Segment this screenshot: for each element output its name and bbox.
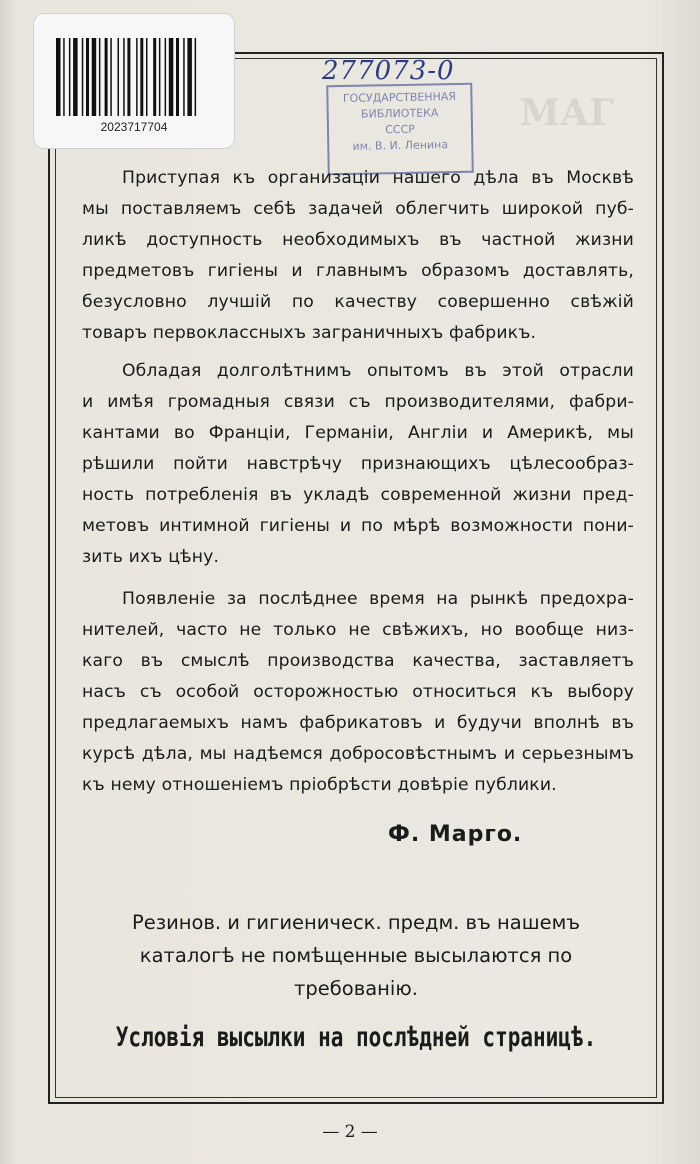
text-line: каталогѣ не помѣщенные высылаются по — [139, 944, 573, 967]
text-line: насъ съ особой осторожностью относиться къ выбору — [82, 682, 634, 702]
paragraph-intro — [82, 163, 634, 349]
barcode-number: 2023717704 — [100, 120, 168, 134]
text-line: Обладая долголѣтнимъ опытомъ въ этой отрасли — [122, 361, 634, 381]
paragraph-caution — [82, 584, 634, 801]
barcode-icon — [56, 38, 212, 116]
text-line: нителей, часто не только не свѣжихъ, но вообще низ- — [82, 620, 634, 640]
text-line: Появленіе за послѣднее время на рынкѣ предохра- — [122, 589, 634, 609]
text-line: мы поставляемъ себѣ задачей облегчить широкой пуб- — [82, 199, 634, 219]
text-line: каго въ смыслѣ производства качества, заставляетъ — [82, 651, 634, 671]
text-line: предметовъ гигіены и главнымъ образомъ доставлять, — [82, 261, 634, 281]
text-line: зить ихъ цѣну. — [82, 547, 220, 567]
text-line: къ нему отношеніемъ пріобрѣсти довѣріе публики. — [82, 775, 557, 795]
text-line: и имѣя громадныя связи съ производителями, фабри- — [82, 392, 634, 412]
stamp-line: ГОСУДАРСТВЕННАЯ — [342, 90, 457, 105]
handwritten-inventory-number: 277073-0 — [322, 56, 455, 86]
text-line: требованію. — [294, 977, 418, 1000]
text-line: товаръ первоклассныхъ заграничныхъ фабрикъ. — [82, 323, 537, 343]
text-line: ликѣ доступность необходимыхъ въ частной жизни — [82, 230, 634, 250]
text-line: предлагаемыхъ намъ фабрикатовъ и будучи вполнѣ въ — [82, 713, 634, 733]
shipping-conditions-heading: Условія высылки на послѣдней страницѣ. — [115, 1022, 597, 1052]
signature: Ф. Марго. — [388, 822, 523, 847]
barcode-sticker — [34, 14, 234, 148]
paragraph-experience — [82, 356, 634, 573]
text-line: безусловно лучшій по качеству совершенно свѣжій — [82, 292, 634, 312]
library-stamp — [326, 83, 474, 176]
text-line: курсѣ дѣла, мы надѣемся добросовѣстнымъ и серьезнымъ — [82, 744, 634, 764]
text-line: ность потребленія въ укладѣ современной жизни пред- — [82, 485, 634, 505]
stamp-line: БИБЛИОТЕКА — [360, 106, 439, 121]
text-line: метовъ интимной гигіены и по мѣрѣ возможности пони- — [82, 516, 634, 536]
stamp-line: СССР — [385, 122, 415, 137]
catalog-note — [70, 906, 642, 1005]
text-line: Приступая къ организаціи нашего дѣла въ Москвѣ — [122, 168, 634, 188]
page-number: — 2 — — [322, 1122, 378, 1142]
stamp-line: им. В. И. Ленина — [352, 138, 449, 153]
show-through-text: МАГ — [520, 92, 615, 134]
text-line: рѣшили пойти навстрѣчу признающихъ цѣлесообраз- — [82, 454, 634, 474]
text-line: Резинов. и гигиеническ. предм. въ нашемъ — [131, 911, 581, 934]
text-line: кантами во Франціи, Германіи, Англіи и Америкѣ, мы — [82, 423, 634, 443]
